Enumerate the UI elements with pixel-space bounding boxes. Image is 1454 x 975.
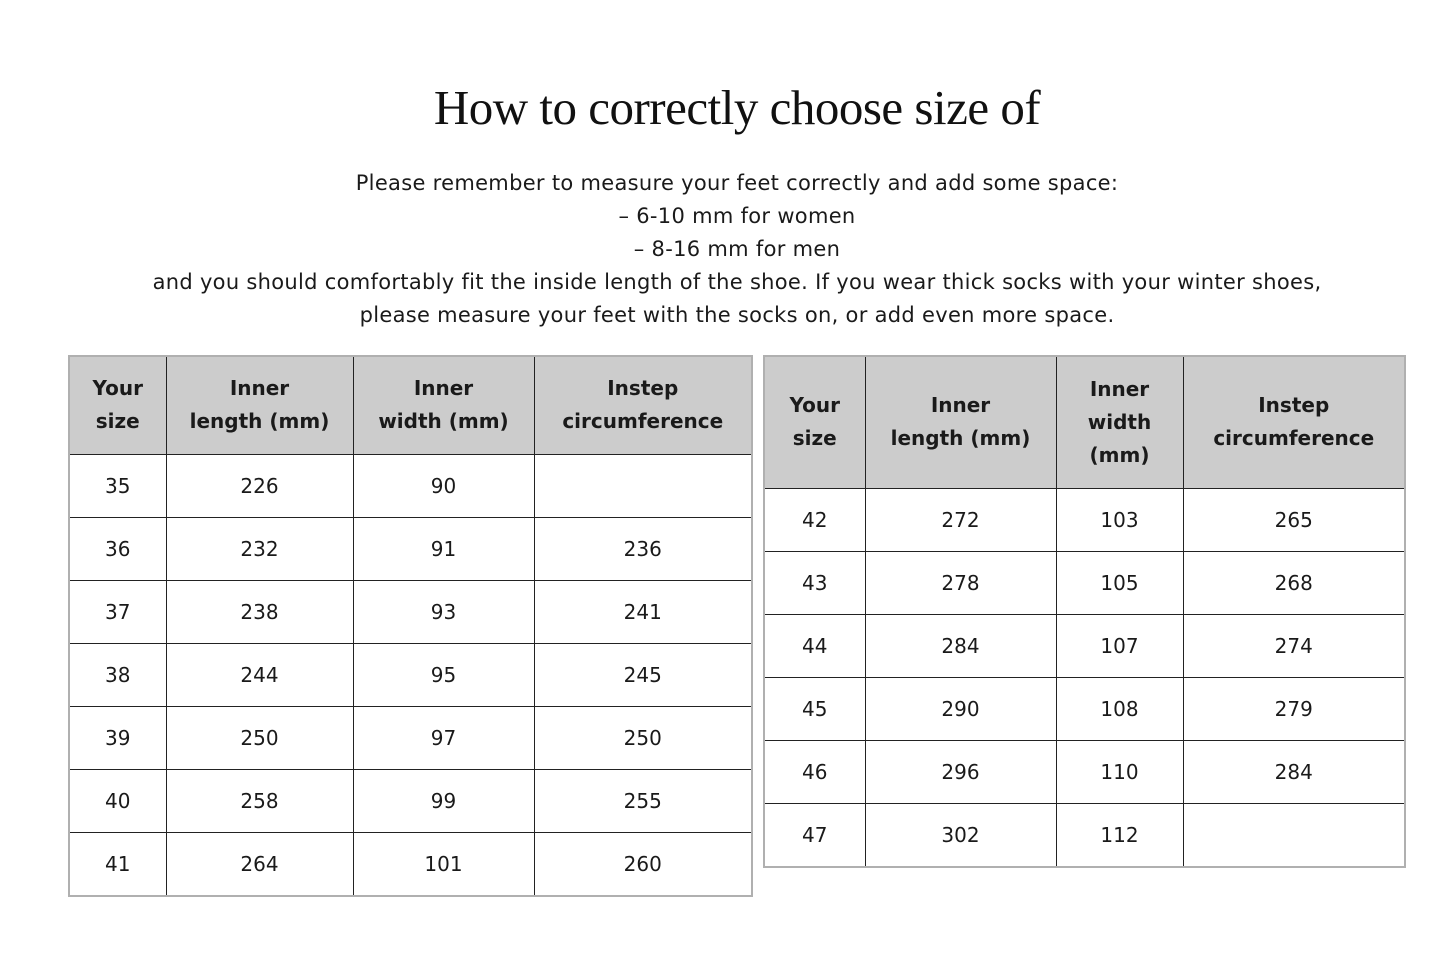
table-row (764, 614, 1405, 677)
table-row (764, 488, 1405, 551)
instruction-line: and you should comfortably fit the inside length of the shoe. If you wear thick socks with your winter shoes, (152, 270, 1322, 294)
cell-width: 112 (1056, 803, 1183, 867)
cell-length: 264 (166, 832, 353, 896)
cell-instep (1183, 803, 1405, 867)
instruction-line: Please remember to measure your feet correctly and add some space: (355, 171, 1119, 195)
cell-size: 45 (764, 677, 865, 740)
cell-width: 101 (353, 832, 534, 896)
cell-size: 41 (69, 832, 166, 896)
cell-instep: 268 (1183, 551, 1405, 614)
header-inner-width: Inner width (mm) (353, 356, 534, 454)
cell-width: 107 (1056, 614, 1183, 677)
cell-width: 90 (353, 454, 534, 517)
cell-size: 42 (764, 488, 865, 551)
cell-size: 38 (69, 643, 166, 706)
header-instep-circumference: Instep circumference (534, 356, 752, 454)
cell-size: 37 (69, 580, 166, 643)
cell-instep: 260 (534, 832, 752, 896)
table-row (764, 740, 1405, 803)
header-your-size: Your size (764, 356, 865, 488)
cell-instep: 236 (534, 517, 752, 580)
cell-size: 39 (69, 706, 166, 769)
cell-length: 250 (166, 706, 353, 769)
table-row (69, 643, 752, 706)
page-title: How to correctly choose size of (433, 80, 1041, 135)
cell-length: 258 (166, 769, 353, 832)
cell-length: 232 (166, 517, 353, 580)
header-instep-circumference: Instep circumference (1183, 356, 1405, 488)
cell-length: 278 (865, 551, 1056, 614)
cell-size: 44 (764, 614, 865, 677)
table-row (764, 677, 1405, 740)
cell-instep (534, 454, 752, 517)
header-inner-length: Inner length (mm) (865, 356, 1056, 488)
cell-width: 110 (1056, 740, 1183, 803)
cell-instep: 241 (534, 580, 752, 643)
table-row (69, 580, 752, 643)
table-row (69, 454, 752, 517)
sizing-instructions (0, 167, 1454, 332)
table-row (69, 769, 752, 832)
cell-size: 46 (764, 740, 865, 803)
cell-width: 95 (353, 643, 534, 706)
table-row (69, 706, 752, 769)
cell-length: 284 (865, 614, 1056, 677)
cell-length: 290 (865, 677, 1056, 740)
cell-instep: 284 (1183, 740, 1405, 803)
cell-instep: 255 (534, 769, 752, 832)
table-header-row (764, 356, 1405, 488)
cell-width: 99 (353, 769, 534, 832)
instruction-line: – 8-16 mm for men (633, 237, 841, 261)
cell-instep: 245 (534, 643, 752, 706)
cell-length: 272 (865, 488, 1056, 551)
cell-length: 244 (166, 643, 353, 706)
size-table-right (763, 355, 1406, 868)
cell-instep: 265 (1183, 488, 1405, 551)
table-header-row (69, 356, 752, 454)
cell-width: 103 (1056, 488, 1183, 551)
cell-size: 40 (69, 769, 166, 832)
header-your-size: Your size (69, 356, 166, 454)
cell-size: 35 (69, 454, 166, 517)
cell-instep: 250 (534, 706, 752, 769)
cell-width: 93 (353, 580, 534, 643)
cell-size: 36 (69, 517, 166, 580)
cell-instep: 279 (1183, 677, 1405, 740)
table-row (69, 832, 752, 896)
cell-size: 43 (764, 551, 865, 614)
cell-length: 226 (166, 454, 353, 517)
table-row (764, 551, 1405, 614)
cell-length: 296 (865, 740, 1056, 803)
size-table-left (68, 355, 753, 897)
table-row (69, 517, 752, 580)
cell-instep: 274 (1183, 614, 1405, 677)
header-inner-width: Inner width (mm) (1056, 356, 1183, 488)
cell-size: 47 (764, 803, 865, 867)
table-row (764, 803, 1405, 867)
header-inner-length: Inner length (mm) (166, 356, 353, 454)
instruction-line: – 6-10 mm for women (618, 204, 856, 228)
cell-width: 105 (1056, 551, 1183, 614)
cell-length: 302 (865, 803, 1056, 867)
cell-length: 238 (166, 580, 353, 643)
cell-width: 108 (1056, 677, 1183, 740)
instruction-line: please measure your feet with the socks on, or add even more space. (359, 303, 1115, 327)
cell-width: 91 (353, 517, 534, 580)
cell-width: 97 (353, 706, 534, 769)
